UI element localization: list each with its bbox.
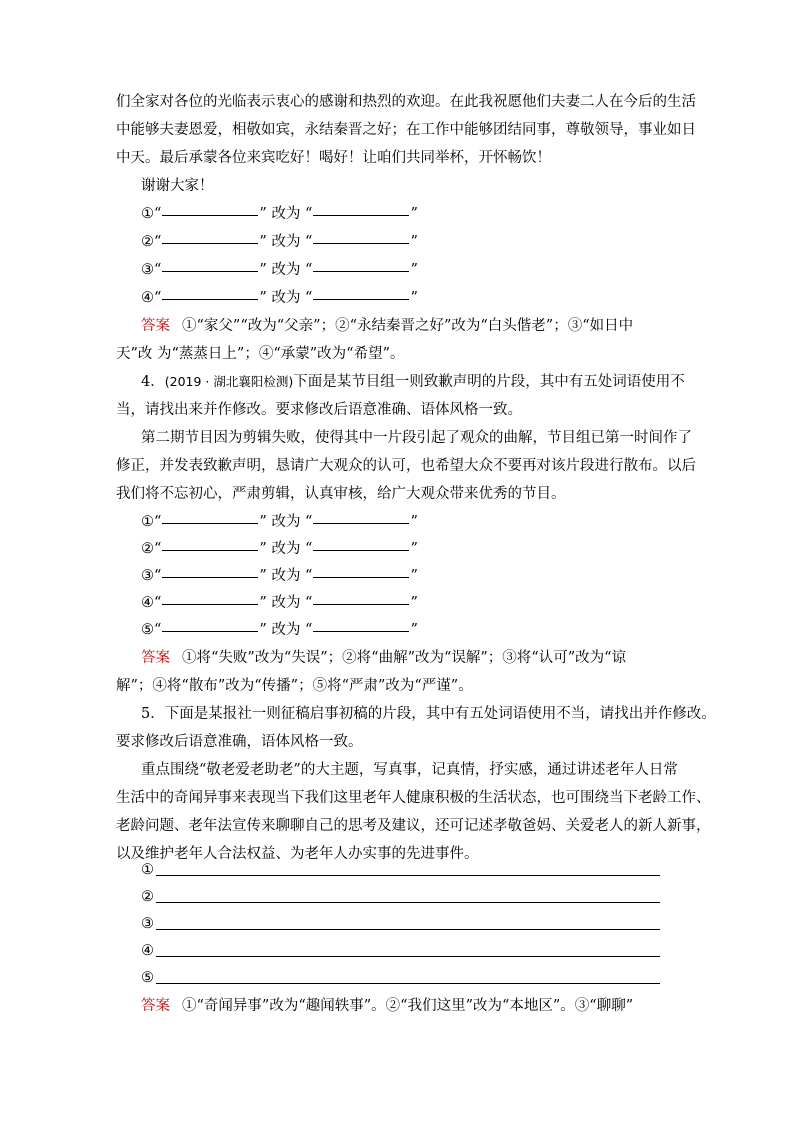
change-to-text: ” 改为 “: [259, 206, 313, 222]
answer-blank-line[interactable]: [156, 861, 660, 876]
quote-open: “: [154, 622, 162, 638]
q4-passage-line-3: 我们将不忘初心，严肃剪辑，认真审核，给广大观众带来优秀的节目。: [116, 486, 566, 502]
q5-answer-line-1: [141, 992, 707, 1020]
q5-passage-line-1: 重点围绕“敬老爱老助老”的大主题，写真事，记真情，抒实感，通过讲述老年人日常: [141, 762, 678, 778]
q4-passage-line-2: 修正，并发表致歉声明，恳请广大观众的认可，也希望大众不要再对该片段进行散布。以后: [116, 458, 696, 474]
item-number: ②: [141, 541, 154, 557]
q4-answer-line-1: [141, 644, 707, 672]
q3-fill-row: [141, 228, 707, 256]
q5-stem-line-2: 要求修改后语意准确，语体风格一致。: [116, 734, 363, 750]
item-number: ②: [141, 234, 154, 250]
intro-line-1: 们全家对各位的光临表示衷心的感谢和热烈的欢迎。在此我祝愿他们夫妻二人在今后的生活: [116, 94, 696, 110]
intro-line-2: 中能够夫妻恩爱，相敬如宾，永结秦晋之好；在工作中能够团结同事，尊敬领导，事业如日: [116, 122, 696, 138]
q5-stem-line-1: 5．下面是某报社一则征稿启事初稿的片段，其中有五处词语使用不当，请找出并作修改。: [141, 706, 716, 722]
blank-original[interactable]: [162, 257, 258, 272]
q4-stem-line-2: 当，请找出来并作修改。要求修改后语意准确、语体风格一致。: [116, 402, 522, 418]
q5-passage-line-4: 以及维护老年人合法权益、为老年人办实事的先进事件。: [116, 846, 479, 862]
question-source: (2019 · 湖北襄阳检测): [164, 374, 294, 389]
change-to-text: ” 改为 “: [259, 514, 313, 530]
quote-open: “: [154, 234, 162, 250]
change-to-text: ” 改为 “: [259, 234, 313, 250]
item-number: ①: [141, 862, 154, 878]
question-number: 4．: [141, 374, 165, 390]
blank-original[interactable]: [162, 201, 258, 216]
q3-answer-line-2: 天”改 为“蒸蒸日上”；④“承蒙”改为“希望”。: [116, 346, 405, 362]
change-to-text: ” 改为 “: [259, 262, 313, 278]
change-to-text: ” 改为 “: [259, 622, 313, 638]
q5-answer-row: [141, 964, 660, 992]
q3-fill-row: [141, 200, 707, 228]
item-number: ②: [141, 889, 154, 905]
blank-original[interactable]: [162, 563, 258, 578]
blank-revised[interactable]: [313, 201, 409, 216]
item-number: ③: [141, 262, 154, 278]
q5-passage-line-2: 生活中的奇闻异事来表现当下我们这里老年人健康积极的生活状态，也可围绕当下老龄工作、: [116, 790, 711, 806]
q5-answer-row: [141, 910, 660, 938]
q3-answer-line-1: [141, 312, 707, 340]
blank-original[interactable]: [162, 229, 258, 244]
blank-original[interactable]: [162, 536, 258, 551]
q5-passage-line-3: 老龄问题、老年法宣传来聊聊自己的思考及建议，还可记述孝敬爸妈、关爱老人的新人新事，: [116, 818, 711, 834]
q4-fill-row: [141, 589, 707, 617]
thanks-line: 谢谢大家！: [141, 178, 214, 194]
item-number: ③: [141, 916, 154, 932]
q5-answer-row: [141, 937, 660, 965]
answer-text: ①“奇闻异事”改为“趣闻轶事”。②“我们这里”改为“本地区”。③“聊聊”: [182, 998, 634, 1014]
blank-revised[interactable]: [313, 229, 409, 244]
q4-stem-line-1: [141, 368, 707, 396]
blank-revised[interactable]: [313, 590, 409, 605]
answer-text: ①将“失败”改为“失误”；②将“曲解”改为“误解”；③将“认可”改为“谅: [182, 650, 627, 666]
q5-answer-row: [141, 856, 660, 884]
q4-answer-line-2: 解”；④将“散布”改为“传播”；⑤将“严肃”改为“严谨”。: [116, 678, 473, 694]
answer-blank-line[interactable]: [156, 888, 660, 903]
blank-revised[interactable]: [313, 509, 409, 524]
q4-fill-row: [141, 562, 707, 590]
answer-blank-line[interactable]: [156, 915, 660, 930]
quote-close: ”: [410, 290, 418, 306]
quote-close: ”: [410, 568, 418, 584]
answer-text: ①“家父”“改为“父亲”；②“永结秦晋之好”改为“白头偕老”；③“如日中: [182, 318, 634, 334]
answer-label: 答案: [141, 318, 170, 334]
quote-open: “: [154, 206, 162, 222]
item-number: ⑤: [141, 970, 154, 986]
quote-open: “: [154, 514, 162, 530]
answer-label: 答案: [141, 998, 170, 1014]
change-to-text: ” 改为 “: [259, 290, 313, 306]
q4-fill-row: [141, 535, 707, 563]
item-number: ⑤: [141, 622, 154, 638]
quote-close: ”: [410, 514, 418, 530]
quote-open: “: [154, 262, 162, 278]
quote-open: “: [154, 568, 162, 584]
quote-open: “: [154, 541, 162, 557]
q4-passage-line-1: 第二期节目因为剪辑失败，使得其中一片段引起了观众的曲解，节目组已第一时间作了: [141, 430, 692, 446]
blank-revised[interactable]: [313, 257, 409, 272]
quote-open: “: [154, 290, 162, 306]
item-number: ④: [141, 595, 154, 611]
item-number: ①: [141, 514, 154, 530]
blank-original[interactable]: [162, 617, 258, 632]
answer-blank-line[interactable]: [156, 969, 660, 984]
q3-fill-row: [141, 284, 707, 312]
quote-open: “: [154, 595, 162, 611]
change-to-text: ” 改为 “: [259, 568, 313, 584]
blank-revised[interactable]: [313, 285, 409, 300]
answer-blank-line[interactable]: [156, 942, 660, 957]
quote-close: ”: [410, 234, 418, 250]
quote-close: ”: [410, 206, 418, 222]
blank-original[interactable]: [162, 590, 258, 605]
q4-fill-row: [141, 508, 707, 536]
q3-fill-row: [141, 256, 707, 284]
blank-original[interactable]: [162, 509, 258, 524]
blank-revised[interactable]: [313, 563, 409, 578]
change-to-text: ” 改为 “: [259, 541, 313, 557]
quote-close: ”: [410, 262, 418, 278]
item-number: ④: [141, 290, 154, 306]
intro-line-3: 中天。最后承蒙各位来宾吃好！喝好！让咱们共同举杯，开怀畅饮！: [116, 150, 551, 166]
quote-close: ”: [410, 541, 418, 557]
item-number: ④: [141, 943, 154, 959]
quote-close: ”: [410, 595, 418, 611]
answer-label: 答案: [141, 650, 170, 666]
blank-revised[interactable]: [313, 536, 409, 551]
item-number: ③: [141, 568, 154, 584]
q5-answer-row: [141, 883, 660, 911]
blank-original[interactable]: [162, 285, 258, 300]
quote-close: ”: [410, 622, 418, 638]
q4-fill-row: [141, 616, 707, 644]
change-to-text: ” 改为 “: [259, 595, 313, 611]
question-stem: 下面是某节目组一则致歉声明的片段，其中有五处词语使用不: [293, 374, 685, 390]
blank-revised[interactable]: [313, 617, 409, 632]
item-number: ①: [141, 206, 154, 222]
